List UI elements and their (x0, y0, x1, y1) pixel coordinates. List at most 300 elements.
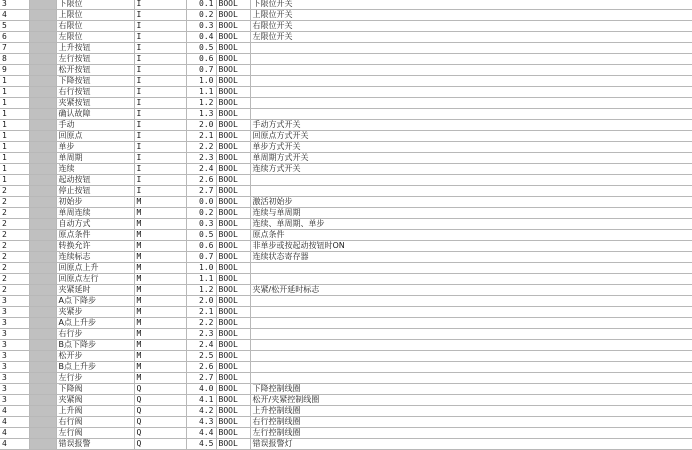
operand-cell[interactable]: I (134, 43, 186, 54)
table-row[interactable] (0, 351, 692, 362)
comment-cell[interactable]: 连续状态寄存器 (250, 252, 692, 263)
symbol-cell[interactable]: 连续 (56, 164, 134, 175)
symbol-cell[interactable]: 确认故障 (56, 109, 134, 120)
datatype-cell[interactable]: BOOL (216, 285, 250, 296)
datatype-cell[interactable]: BOOL (216, 54, 250, 65)
table-row[interactable] (0, 384, 692, 395)
address-cell[interactable]: 4.3 (186, 417, 216, 428)
status-cell (29, 384, 56, 395)
status-cell (29, 153, 56, 164)
address-cell[interactable]: 0.0 (186, 197, 216, 208)
comment-cell[interactable] (250, 54, 692, 65)
operand-cell[interactable]: I (134, 186, 186, 197)
operand-cell[interactable]: I (134, 164, 186, 175)
comment-cell[interactable]: 左行控制线圈 (250, 428, 692, 439)
row-number-cell: 2 (0, 208, 29, 219)
row-number-cell: 1 (0, 76, 29, 87)
comment-cell[interactable]: 上限位开关 (250, 10, 692, 21)
symbol-cell[interactable]: 右行步 (56, 329, 134, 340)
address-cell[interactable]: 0.2 (186, 208, 216, 219)
table-row[interactable] (0, 164, 692, 175)
operand-cell[interactable]: I (134, 54, 186, 65)
symbol-cell[interactable]: 错误报警 (56, 439, 134, 450)
table-row[interactable] (0, 263, 692, 274)
symbol-cell[interactable]: 左限位 (56, 32, 134, 43)
row-number-cell: 1 (0, 153, 29, 164)
comment-cell[interactable] (250, 274, 692, 285)
operand-cell[interactable]: I (134, 98, 186, 109)
status-cell (29, 329, 56, 340)
comment-cell[interactable]: 原点条件 (250, 230, 692, 241)
symbol-cell[interactable]: 自动方式 (56, 219, 134, 230)
address-cell[interactable]: 2.7 (186, 373, 216, 384)
comment-cell[interactable] (250, 175, 692, 186)
address-cell[interactable]: 0.4 (186, 32, 216, 43)
operand-cell[interactable]: M (134, 340, 186, 351)
symbol-cell[interactable]: 松开步 (56, 351, 134, 362)
row-number-cell: 4 (0, 428, 29, 439)
row-number-cell: 2 (0, 252, 29, 263)
table-row[interactable] (0, 43, 692, 54)
comment-cell[interactable]: 夹紧/松开延时标志 (250, 285, 692, 296)
operand-cell[interactable]: M (134, 362, 186, 373)
row-number-cell: 1 (0, 87, 29, 98)
address-cell[interactable]: 4.2 (186, 406, 216, 417)
status-cell (29, 219, 56, 230)
address-cell[interactable]: 2.6 (186, 362, 216, 373)
operand-cell[interactable]: I (134, 153, 186, 164)
table-row[interactable] (0, 219, 692, 230)
datatype-cell[interactable]: BOOL (216, 208, 250, 219)
status-cell (29, 274, 56, 285)
symbol-cell[interactable]: 夹紧按钮 (56, 98, 134, 109)
operand-cell[interactable]: Q (134, 406, 186, 417)
row-number-cell: 4 (0, 10, 29, 21)
operand-cell[interactable]: I (134, 142, 186, 153)
row-number-cell: 2 (0, 274, 29, 285)
comment-cell[interactable]: 松开/夹紧控制线圈 (250, 395, 692, 406)
symbol-cell[interactable]: 单周连续 (56, 208, 134, 219)
operand-cell[interactable]: Q (134, 417, 186, 428)
symbol-cell[interactable]: 单周期 (56, 153, 134, 164)
address-cell[interactable]: 2.3 (186, 329, 216, 340)
status-cell (29, 406, 56, 417)
status-cell (29, 65, 56, 76)
status-cell (29, 373, 56, 384)
datatype-cell[interactable]: BOOL (216, 263, 250, 274)
operand-cell[interactable]: I (134, 87, 186, 98)
comment-cell[interactable]: 左限位开关 (250, 32, 692, 43)
comment-cell[interactable] (250, 186, 692, 197)
status-cell (29, 43, 56, 54)
status-cell (29, 87, 56, 98)
address-cell[interactable]: 2.1 (186, 131, 216, 142)
status-cell (29, 109, 56, 120)
address-cell[interactable]: 1.2 (186, 285, 216, 296)
comment-cell[interactable] (250, 65, 692, 76)
status-cell (29, 21, 56, 32)
operand-cell[interactable]: M (134, 373, 186, 384)
datatype-cell[interactable]: BOOL (216, 98, 250, 109)
table-row[interactable] (0, 21, 692, 32)
operand-cell[interactable]: Q (134, 439, 186, 450)
comment-cell[interactable]: 单步方式开关 (250, 142, 692, 153)
address-cell[interactable]: 1.0 (186, 263, 216, 274)
address-cell[interactable]: 0.2 (186, 10, 216, 21)
operand-cell[interactable]: I (134, 0, 186, 10)
address-cell[interactable]: 4.1 (186, 395, 216, 406)
address-cell[interactable]: 0.1 (186, 0, 216, 10)
operand-cell[interactable]: I (134, 21, 186, 32)
address-cell[interactable]: 0.6 (186, 241, 216, 252)
table-row[interactable] (0, 340, 692, 351)
comment-cell[interactable]: 下降控制线圈 (250, 384, 692, 395)
address-cell[interactable]: 2.5 (186, 351, 216, 362)
operand-cell[interactable]: Q (134, 428, 186, 439)
address-cell[interactable]: 1.2 (186, 98, 216, 109)
operand-cell[interactable]: I (134, 109, 186, 120)
symbol-cell[interactable]: 原点条件 (56, 230, 134, 241)
address-cell[interactable]: 1.0 (186, 76, 216, 87)
row-number-cell: 1 (0, 142, 29, 153)
datatype-cell[interactable]: BOOL (216, 384, 250, 395)
symbol-cell[interactable]: 右限位 (56, 21, 134, 32)
operand-cell[interactable]: M (134, 197, 186, 208)
comment-cell[interactable]: 连续、单周期、单步 (250, 219, 692, 230)
datatype-cell[interactable]: BOOL (216, 0, 250, 10)
row-number-cell: 3 (0, 296, 29, 307)
symbol-cell[interactable]: 夹紧步 (56, 307, 134, 318)
datatype-cell[interactable]: BOOL (216, 153, 250, 164)
symbol-cell[interactable]: 回原点左行 (56, 274, 134, 285)
row-number-cell: 3 (0, 384, 29, 395)
address-cell[interactable]: 0.7 (186, 65, 216, 76)
address-cell[interactable]: 1.1 (186, 87, 216, 98)
datatype-cell[interactable]: BOOL (216, 274, 250, 285)
row-number-cell: 3 (0, 373, 29, 384)
datatype-cell[interactable]: BOOL (216, 142, 250, 153)
symbol-cell[interactable]: 手动 (56, 120, 134, 131)
status-cell (29, 10, 56, 21)
comment-cell[interactable]: 上升控制线圈 (250, 406, 692, 417)
datatype-cell[interactable]: BOOL (216, 230, 250, 241)
comment-cell[interactable] (250, 329, 692, 340)
table-row[interactable] (0, 10, 692, 21)
row-number-cell: 2 (0, 230, 29, 241)
symbol-cell[interactable]: 下降按钮 (56, 76, 134, 87)
symbol-cell[interactable]: 单步 (56, 142, 134, 153)
table-row[interactable] (0, 87, 692, 98)
table-row[interactable] (0, 373, 692, 384)
status-cell (29, 417, 56, 428)
datatype-cell[interactable]: BOOL (216, 76, 250, 87)
table-row[interactable] (0, 285, 692, 296)
symbol-cell[interactable]: 左行步 (56, 373, 134, 384)
operand-cell[interactable]: M (134, 230, 186, 241)
comment-cell[interactable] (250, 43, 692, 54)
comment-cell[interactable] (250, 351, 692, 362)
address-cell[interactable]: 2.4 (186, 164, 216, 175)
status-cell (29, 142, 56, 153)
row-number-cell: 3 (0, 340, 29, 351)
address-cell[interactable]: 0.6 (186, 54, 216, 65)
datatype-cell[interactable]: BOOL (216, 109, 250, 120)
address-cell[interactable]: 2.2 (186, 318, 216, 329)
table-row[interactable] (0, 406, 692, 417)
operand-cell[interactable]: I (134, 131, 186, 142)
status-cell (29, 32, 56, 43)
table-row[interactable] (0, 197, 692, 208)
datatype-cell[interactable]: BOOL (216, 21, 250, 32)
comment-cell[interactable] (250, 263, 692, 274)
symbol-cell[interactable]: 夹紧阀 (56, 395, 134, 406)
table-row[interactable] (0, 395, 692, 406)
operand-cell[interactable]: I (134, 120, 186, 131)
comment-cell[interactable]: 手动方式开关 (250, 120, 692, 131)
symbol-cell[interactable]: 右行阀 (56, 417, 134, 428)
table-row[interactable] (0, 208, 692, 219)
symbol-cell[interactable]: 回原点上升 (56, 263, 134, 274)
comment-cell[interactable]: 右限位开关 (250, 21, 692, 32)
row-number-cell: 9 (0, 65, 29, 76)
symbol-cell[interactable]: 下降阀 (56, 384, 134, 395)
datatype-cell[interactable]: BOOL (216, 417, 250, 428)
comment-cell[interactable] (250, 296, 692, 307)
symbol-cell[interactable]: 下限位 (56, 0, 134, 10)
operand-cell[interactable]: M (134, 208, 186, 219)
address-cell[interactable]: 1.1 (186, 274, 216, 285)
datatype-cell[interactable]: BOOL (216, 131, 250, 142)
address-cell[interactable]: 4.5 (186, 439, 216, 450)
symbol-cell[interactable]: 右行按钮 (56, 87, 134, 98)
comment-cell[interactable] (250, 98, 692, 109)
table-row[interactable] (0, 98, 692, 109)
table-row[interactable] (0, 0, 692, 10)
symbol-cell[interactable]: 上限位 (56, 10, 134, 21)
table-row[interactable] (0, 307, 692, 318)
comment-cell[interactable] (250, 318, 692, 329)
table-row[interactable] (0, 296, 692, 307)
comment-cell[interactable]: 右行控制线圈 (250, 417, 692, 428)
operand-cell[interactable]: M (134, 285, 186, 296)
row-number-cell: 7 (0, 43, 29, 54)
operand-cell[interactable]: M (134, 351, 186, 362)
comment-cell[interactable] (250, 362, 692, 373)
table-row[interactable] (0, 175, 692, 186)
symbol-cell[interactable]: 转换允许 (56, 241, 134, 252)
operand-cell[interactable]: M (134, 274, 186, 285)
symbol-cell[interactable]: 左行按钮 (56, 54, 134, 65)
operand-cell[interactable]: M (134, 329, 186, 340)
status-cell (29, 263, 56, 274)
comment-cell[interactable] (250, 109, 692, 120)
table-row[interactable] (0, 65, 692, 76)
table-row[interactable] (0, 274, 692, 285)
row-number-cell: 6 (0, 32, 29, 43)
table-row[interactable] (0, 131, 692, 142)
symbol-cell[interactable]: B点上升步 (56, 362, 134, 373)
table-row[interactable] (0, 186, 692, 197)
status-cell (29, 0, 56, 10)
datatype-cell[interactable]: BOOL (216, 362, 250, 373)
table-row[interactable] (0, 153, 692, 164)
symbol-cell[interactable]: 上升按钮 (56, 43, 134, 54)
address-cell[interactable]: 2.2 (186, 142, 216, 153)
datatype-cell[interactable]: BOOL (216, 164, 250, 175)
table-row[interactable] (0, 142, 692, 153)
comment-cell[interactable]: 激活初始步 (250, 197, 692, 208)
address-cell[interactable]: 2.7 (186, 186, 216, 197)
status-cell (29, 186, 56, 197)
operand-cell[interactable]: I (134, 65, 186, 76)
address-cell[interactable]: 2.3 (186, 153, 216, 164)
datatype-cell[interactable]: BOOL (216, 197, 250, 208)
datatype-cell[interactable]: BOOL (216, 395, 250, 406)
symbol-cell[interactable]: A点上升步 (56, 318, 134, 329)
datatype-cell[interactable]: BOOL (216, 318, 250, 329)
operand-cell[interactable]: Q (134, 395, 186, 406)
symbol-cell[interactable]: 起动按钮 (56, 175, 134, 186)
table-row[interactable] (0, 230, 692, 241)
operand-cell[interactable]: I (134, 76, 186, 87)
datatype-cell[interactable]: BOOL (216, 65, 250, 76)
status-cell (29, 340, 56, 351)
address-cell[interactable]: 2.1 (186, 307, 216, 318)
row-number-cell: 2 (0, 241, 29, 252)
comment-cell[interactable] (250, 307, 692, 318)
datatype-cell[interactable]: BOOL (216, 351, 250, 362)
row-number-cell: 2 (0, 197, 29, 208)
comment-cell[interactable]: 连续与单周期 (250, 208, 692, 219)
datatype-cell[interactable]: BOOL (216, 43, 250, 54)
table-row[interactable] (0, 109, 692, 120)
datatype-cell[interactable]: BOOL (216, 406, 250, 417)
table-row[interactable] (0, 54, 692, 65)
address-cell[interactable]: 0.3 (186, 219, 216, 230)
symbol-cell[interactable]: 夹紧延时 (56, 285, 134, 296)
comment-cell[interactable] (250, 373, 692, 384)
operand-cell[interactable]: M (134, 241, 186, 252)
operand-cell[interactable]: I (134, 32, 186, 43)
address-cell[interactable]: 2.0 (186, 120, 216, 131)
table-row[interactable] (0, 120, 692, 131)
table-row[interactable] (0, 241, 692, 252)
address-cell[interactable]: 0.5 (186, 230, 216, 241)
row-number-cell: 2 (0, 219, 29, 230)
status-cell (29, 54, 56, 65)
row-number-cell: 2 (0, 186, 29, 197)
datatype-cell[interactable]: BOOL (216, 241, 250, 252)
table-row[interactable] (0, 439, 692, 450)
status-cell (29, 175, 56, 186)
row-number-cell: 5 (0, 21, 29, 32)
symbol-cell[interactable]: 初始步 (56, 197, 134, 208)
comment-cell[interactable] (250, 76, 692, 87)
operand-cell[interactable]: I (134, 10, 186, 21)
symbol-cell[interactable]: 上升阀 (56, 406, 134, 417)
comment-cell[interactable]: 非单步或按起动按钮时ON (250, 241, 692, 252)
address-cell[interactable]: 4.0 (186, 384, 216, 395)
status-cell (29, 230, 56, 241)
status-cell (29, 307, 56, 318)
address-cell[interactable]: 0.7 (186, 252, 216, 263)
datatype-cell[interactable]: BOOL (216, 373, 250, 384)
datatype-cell[interactable]: BOOL (216, 296, 250, 307)
operand-cell[interactable]: M (134, 263, 186, 274)
datatype-cell[interactable]: BOOL (216, 120, 250, 131)
datatype-cell[interactable]: BOOL (216, 186, 250, 197)
symbol-cell[interactable]: 左行阀 (56, 428, 134, 439)
comment-cell[interactable]: 错误报警灯 (250, 439, 692, 450)
row-number-cell: 3 (0, 307, 29, 318)
comment-cell[interactable] (250, 340, 692, 351)
operand-cell[interactable]: Q (134, 384, 186, 395)
address-cell[interactable]: 4.4 (186, 428, 216, 439)
datatype-cell[interactable]: BOOL (216, 307, 250, 318)
status-cell (29, 362, 56, 373)
status-cell (29, 208, 56, 219)
comment-cell[interactable]: 连续方式开关 (250, 164, 692, 175)
symbol-cell[interactable]: 回原点 (56, 131, 134, 142)
row-number-cell: 3 (0, 351, 29, 362)
symbol-cell[interactable]: 松开按钮 (56, 65, 134, 76)
comment-cell[interactable]: 单周期方式开关 (250, 153, 692, 164)
table-row[interactable] (0, 32, 692, 43)
address-cell[interactable]: 2.4 (186, 340, 216, 351)
status-cell (29, 351, 56, 362)
table-row[interactable] (0, 329, 692, 340)
datatype-cell[interactable]: BOOL (216, 175, 250, 186)
datatype-cell[interactable]: BOOL (216, 32, 250, 43)
address-cell[interactable]: 2.6 (186, 175, 216, 186)
operand-cell[interactable]: M (134, 296, 186, 307)
table-row[interactable] (0, 318, 692, 329)
operand-cell[interactable]: M (134, 252, 186, 263)
comment-cell[interactable]: 下限位开关 (250, 0, 692, 10)
symbol-cell[interactable]: A点下降步 (56, 296, 134, 307)
datatype-cell[interactable]: BOOL (216, 252, 250, 263)
address-cell[interactable]: 1.3 (186, 109, 216, 120)
comment-cell[interactable]: 回原点方式开关 (250, 131, 692, 142)
datatype-cell[interactable]: BOOL (216, 219, 250, 230)
operand-cell[interactable]: I (134, 175, 186, 186)
datatype-cell[interactable]: BOOL (216, 87, 250, 98)
datatype-cell[interactable]: BOOL (216, 428, 250, 439)
status-cell (29, 428, 56, 439)
address-cell[interactable]: 2.0 (186, 296, 216, 307)
table-row[interactable] (0, 252, 692, 263)
datatype-cell[interactable]: BOOL (216, 439, 250, 450)
table-row[interactable] (0, 428, 692, 439)
symbol-cell[interactable]: 停止按钮 (56, 186, 134, 197)
comment-cell[interactable] (250, 87, 692, 98)
table-row[interactable] (0, 362, 692, 373)
row-number-cell: 8 (0, 54, 29, 65)
status-cell (29, 76, 56, 87)
operand-cell[interactable]: M (134, 219, 186, 230)
datatype-cell[interactable]: BOOL (216, 10, 250, 21)
table-row[interactable] (0, 417, 692, 428)
operand-cell[interactable]: M (134, 307, 186, 318)
symbol-cell[interactable]: 连续标志 (56, 252, 134, 263)
table-row[interactable] (0, 76, 692, 87)
symbol-cell[interactable]: B点下降步 (56, 340, 134, 351)
address-cell[interactable]: 0.5 (186, 43, 216, 54)
datatype-cell[interactable]: BOOL (216, 340, 250, 351)
datatype-cell[interactable]: BOOL (216, 329, 250, 340)
operand-cell[interactable]: M (134, 318, 186, 329)
address-cell[interactable]: 0.3 (186, 21, 216, 32)
